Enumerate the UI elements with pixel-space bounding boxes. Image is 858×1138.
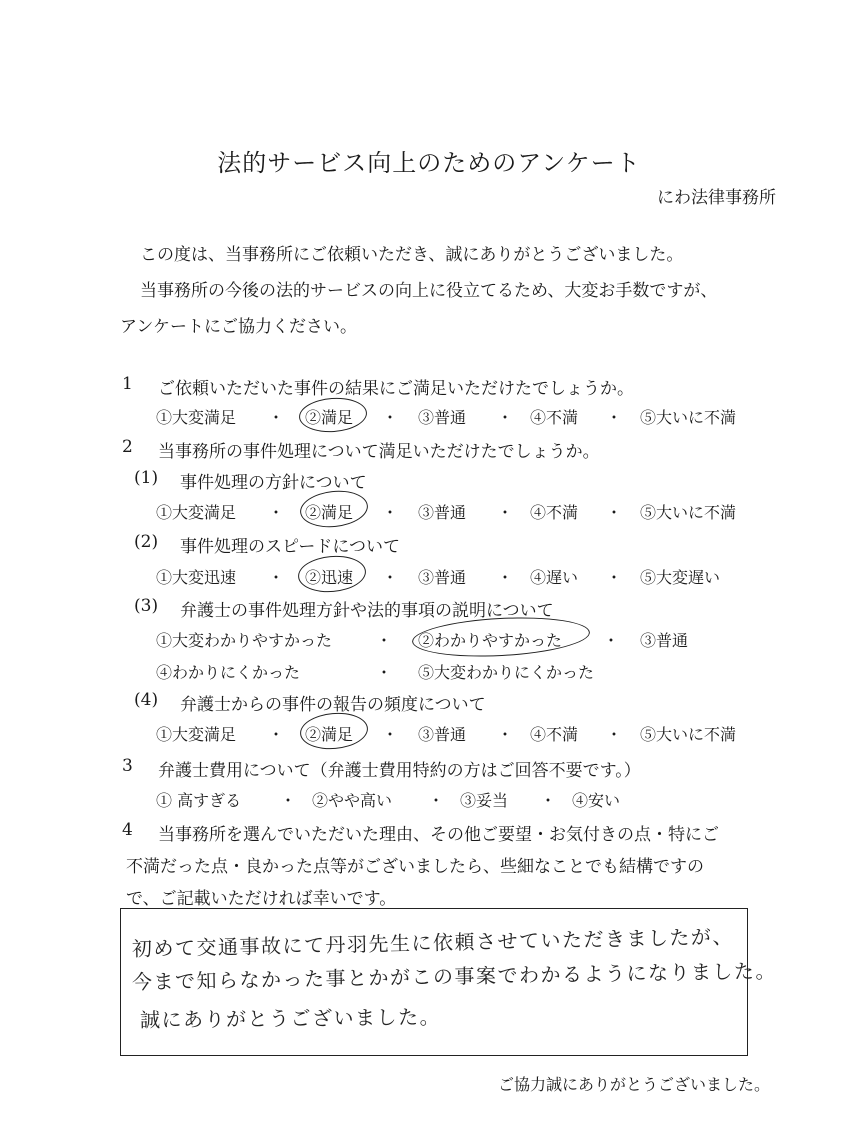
q2-2-option-2[interactable]: ②迅速 [305, 568, 354, 587]
handwritten-answer-line-3: 誠にありがとうございました。 [139, 1004, 442, 1032]
q2-2-separator: ・ [497, 568, 514, 587]
q2-1-option-3[interactable]: ③普通 [418, 503, 467, 522]
q1-separator: ・ [606, 408, 623, 427]
q2-2-option-1[interactable]: ①大変迅速 [156, 568, 237, 587]
q3-separator: ・ [428, 791, 445, 810]
q2-2-option-5[interactable]: ⑤大変遅い [640, 568, 721, 587]
q2-text: 当事務所の事件処理について満足いただけたでしょうか。 [158, 442, 600, 462]
q2-4-separator: ・ [606, 725, 623, 744]
q3-number: 3 [122, 756, 133, 776]
q2-2-separator: ・ [268, 568, 285, 587]
handwritten-answer-line-1: 初めて交通事故にて丹羽先生に依頼させていただきましたが、 [131, 924, 735, 961]
q2-1-option-4[interactable]: ④不満 [530, 503, 579, 522]
q2-1-separator: ・ [382, 503, 399, 522]
q3-text: 弁護士費用について（弁護士費用特約の方はご回答不要です。） [158, 761, 641, 781]
q1-number: 1 [122, 374, 133, 394]
q3-separator: ・ [540, 791, 557, 810]
q2-4-separator: ・ [268, 725, 285, 744]
q2-1-option-1[interactable]: ①大変満足 [156, 503, 237, 522]
q2-3-text: 弁護士の事件処理方針や法的事項の説明について [180, 601, 554, 621]
q4-line-1: 当事務所を選んでいただいた理由、その他ご要望・お気付きの点・特にご [158, 825, 719, 845]
intro-line-2: 当事務所の今後の法的サービスの向上に役立てるため、大変お手数ですが、 [140, 281, 718, 301]
q2-3-separator: ・ [376, 631, 393, 650]
q3-option-3[interactable]: ③妥当 [460, 791, 509, 810]
q2-4-option-4[interactable]: ④不満 [530, 725, 579, 744]
q1-option-1[interactable]: ①大変満足 [156, 408, 237, 427]
handwritten-answer-line-2: 今まで知らなかった事とかがこの事案でわかるようになりました。 [131, 958, 778, 994]
q4-line-2: 不満だった点・良かった点等がございましたら、些細なことでも結構ですの [126, 857, 704, 877]
q3-option-1[interactable]: ① 高すぎる [156, 791, 242, 810]
q2-3-option-5[interactable]: ⑤大変わかりにくかった [418, 663, 595, 682]
q1-option-3[interactable]: ③普通 [418, 408, 467, 427]
q2-3-separator: ・ [603, 631, 620, 650]
q2-1-separator: ・ [606, 503, 623, 522]
q4-line-3: で、ご記載いただければ幸いです。 [126, 889, 397, 909]
q3-option-2[interactable]: ②やや高い [312, 791, 393, 810]
q2-3-option-4[interactable]: ④わかりにくかった [156, 663, 301, 682]
q2-3-option-3[interactable]: ③普通 [640, 631, 689, 650]
q2-2-separator: ・ [382, 568, 399, 587]
q3-separator: ・ [280, 791, 297, 810]
page-title: 法的サービス向上のためのアンケート [217, 149, 641, 177]
q2-2-number: (2) [134, 532, 159, 552]
q2-4-separator: ・ [497, 725, 514, 744]
q1-option-5[interactable]: ⑤大いに不満 [640, 408, 737, 427]
q2-number: 2 [122, 437, 133, 457]
q2-3-separator: ・ [376, 663, 393, 682]
q2-1-option-5[interactable]: ⑤大いに不満 [640, 503, 737, 522]
q2-4-option-1[interactable]: ①大変満足 [156, 725, 237, 744]
q1-separator: ・ [268, 408, 285, 427]
q2-1-separator: ・ [497, 503, 514, 522]
q2-1-text: 事件処理の方針について [180, 473, 367, 493]
q2-4-option-2[interactable]: ②満足 [305, 725, 354, 744]
intro-line-1: この度は、当事務所にご依頼いただき、誠にありがとうございました。 [140, 245, 684, 265]
q2-3-option-1[interactable]: ①大変わかりやすかった [156, 631, 333, 650]
q2-1-option-2[interactable]: ②満足 [305, 503, 354, 522]
q1-option-2[interactable]: ②満足 [305, 408, 354, 427]
q2-1-number: (1) [134, 468, 159, 488]
closing-thanks: ご協力誠にありがとうございました。 [497, 1075, 770, 1094]
q2-4-number: (4) [134, 690, 159, 710]
q2-3-number: (3) [134, 596, 159, 616]
q2-1-separator: ・ [268, 503, 285, 522]
q3-option-4[interactable]: ④安い [572, 791, 621, 810]
q2-4-option-5[interactable]: ⑤大いに不満 [640, 725, 737, 744]
q2-2-text: 事件処理のスピードについて [180, 537, 400, 557]
q2-2-separator: ・ [606, 568, 623, 587]
q2-2-option-3[interactable]: ③普通 [418, 568, 467, 587]
intro-line-3: アンケートにご協力ください。 [120, 317, 357, 337]
q4-number: 4 [122, 820, 133, 840]
firm-name: にわ法律事務所 [657, 188, 776, 208]
q1-separator: ・ [382, 408, 399, 427]
q2-2-option-4[interactable]: ④遅い [530, 568, 579, 587]
q2-4-separator: ・ [382, 725, 399, 744]
q2-3-option-2[interactable]: ②わかりやすかった [418, 631, 563, 650]
q2-4-option-3[interactable]: ③普通 [418, 725, 467, 744]
q1-text: ご依頼いただいた事件の結果にご満足いただけたでしょうか。 [158, 379, 634, 399]
q1-separator: ・ [497, 408, 514, 427]
q1-option-4[interactable]: ④不満 [530, 408, 579, 427]
q2-4-text: 弁護士からの事件の報告の頻度について [180, 695, 486, 715]
